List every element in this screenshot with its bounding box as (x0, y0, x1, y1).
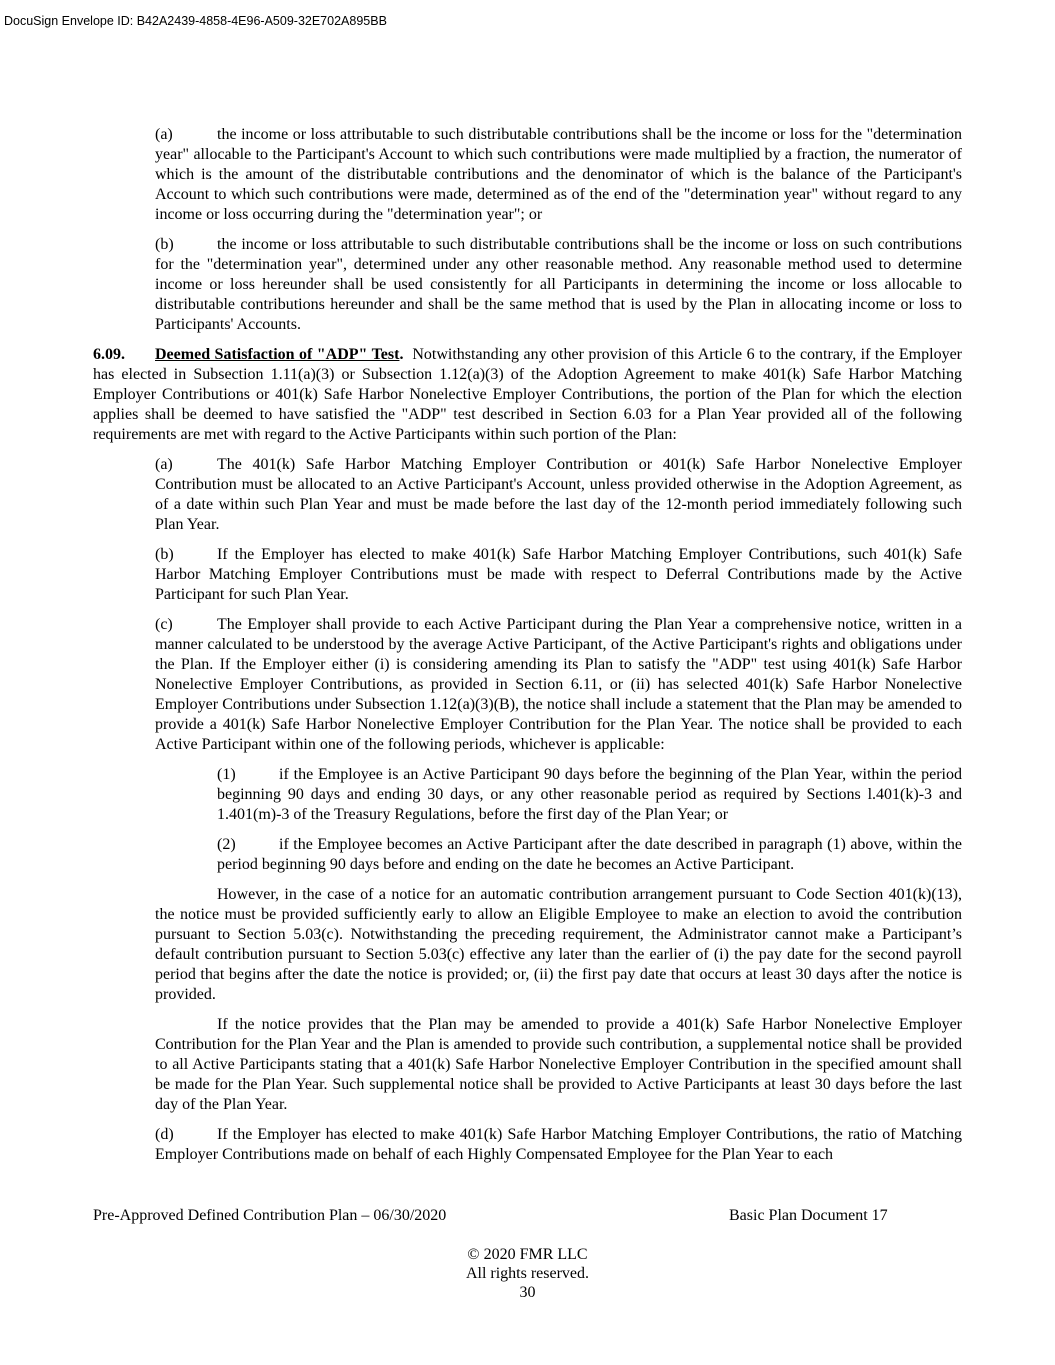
paragraph-a-allocation (93, 455, 962, 535)
paragraph-label: (a) (155, 126, 173, 143)
paragraph-b-matching (93, 545, 962, 605)
docusign-envelope-id: DocuSign Envelope ID: B42A2439-4858-4E96-A509-32E702A895BB (4, 14, 387, 28)
section-title: Deemed Satisfaction of "ADP" Test (155, 346, 400, 363)
paragraph-text: If the Employer has elected to make 401(k) Safe Harbor Matching Employer Contributions, the ratio of Matching Employer Contributions made on behalf of each Highly Compensated Employee for the Plan Year to each (155, 1126, 962, 1163)
paragraph-supplemental-notice: If the notice provides that the Plan may be amended to provide a 401(k) Safe Harbor Nonelective Employer Contribution for the Plan Year and the Plan is amended to provide such contribution, a supplemental notice shall be provided to all Active Participants stating that a 401(k) Safe Harbor Nonelective Employer Contribution in the specified amount shall be made for the Plan Year. Such supplemental notice shall be provided to Active Participants at least 30 days before the last day of the Plan Year. (155, 1016, 962, 1113)
section-text: Notwithstanding any other provision of this Article 6 to the contrary, if the Employer has elected in Subsection 1.11(a)(3) or Subsection 1.12(a)(3) of the Adoption Agreement to make 401(k) Safe Harbor Matching Employer Contributions or 401(k) Safe Harbor Nonelective Employer Contributions, the portion of the Plan for which the election applies shall be deemed to have satisfied the "ADP" test described in Section 6.03 for a Plan Year provided all of the following requirements are met with regard to the Active Participants within such portion of the Plan: (93, 346, 962, 443)
copyright-line: © 2020 FMR LLC (467, 1246, 588, 1263)
paragraph-however: However, in the case of a notice for an automatic contribution arrangement pursuant to Code Section 401(k)(13), the notice must be provided sufficiently early to allow an Eligible Employee to make an election to avoid the contribution pursuant to Section 5.03(c). Notwithstanding the preceding requirement, the Administrator cannot make a Participant’s default contribution pursuant to Section 5.03(c) effective any later than the earlier of (i) the pay date for the second payroll period that begins after the date the notice is provided; or, (ii) the first pay date that occurs at least 30 days after the notice is provided. (155, 886, 962, 1003)
subparagraph-1 (93, 765, 962, 825)
paragraph-text: the income or loss attributable to such distributable contributions shall be the income or loss on such contributions for the "determination year", determined under any other reasonable method. Any reasonable method used to determine income or loss hereunder shall be used consistently for all Participants in determining the income or loss allocable to distributable contributions hereunder and shall be the same method that is used by the Plan in allocating income or loss to Participants' Accounts. (155, 236, 962, 333)
paragraph-label: (c) (155, 616, 173, 633)
paragraph-c-notice (93, 615, 962, 755)
paragraph-text: the income or loss attributable to such distributable contributions shall be the income or loss for the "determination year" allocable to the Participant's Account to which such contributions were made multiplied by a fraction, the numerator of which is the amount of the distributable contributions and the denominator of which is the balance of the Participant's Account to which such contributions were made, determined as of the end of the "determination year" without regard to any income or loss occurring during the "determination year"; or (155, 126, 962, 223)
footer-plan-name: Pre-Approved Defined Contribution Plan – 06/30/2020 (93, 1207, 447, 1224)
paragraph-text: The 401(k) Safe Harbor Matching Employer Contribution or 401(k) Safe Harbor Nonelective Employer Contribution must be allocated to an Active Participant's Account, unless provided otherwise in the Adoption Agreement, as of a date within such Plan Year and must be made before the last day of the 12-month period immediately following such Plan Year. (155, 456, 962, 533)
paragraph-label: (2) (217, 836, 236, 853)
paragraph-text: The Employer shall provide to each Active Participant during the Plan Year a comprehensive notice, written in a manner calculated to be understood by the average Active Participant, of the Active Participant's rights and obligations under the Plan. If the Employer either (i) is considering amending its Plan to satisfy the "ADP" test using 401(k) Safe Harbor Nonelective Employer Contributions, as provided in Section 6.11, or (ii) has selected 401(k) Safe Harbor Nonelective Employer Contributions under Subsection 1.12(a)(3)(B), the notice shall include a statement that the Plan may be amended to provide a 401(k) Safe Harbor Nonelective Employer Contribution for the Plan Year. The notice shall be provided to each Active Participant within one of the following periods, whichever is applicable: (155, 616, 962, 753)
paragraph-label: (1) (217, 766, 236, 783)
footer-copyright-block (0, 1245, 1055, 1302)
page-number: 30 (519, 1284, 536, 1301)
footer-document-page: Basic Plan Document 17 (729, 1207, 888, 1224)
rights-line: All rights reserved. (465, 1265, 590, 1282)
paragraph-text: if the Employee is an Active Participant 90 days before the beginning of the Plan Year, within the period beginning 90 days and ending 30 days, or any other reasonable period as required by Sections l.401(k)-3 and 1.401(m)-3 of the Treasury Regulations, before the first day of the Plan Year; or (217, 766, 962, 823)
paragraph-b-income-loss (93, 235, 962, 335)
paragraph-label: (b) (155, 236, 174, 253)
paragraph-label: (a) (155, 456, 173, 473)
subparagraph-2 (93, 835, 962, 875)
paragraph-label: (d) (155, 1126, 174, 1143)
section-number: 6.09. (93, 346, 125, 363)
section-title-period: . (399, 346, 404, 363)
paragraph-label: (b) (155, 546, 174, 563)
paragraph-a-income-loss (93, 125, 962, 225)
section-6-09 (93, 345, 962, 445)
paragraph-d-ratio (93, 1125, 962, 1165)
paragraph-text: If the Employer has elected to make 401(k) Safe Harbor Matching Employer Contributions, such 401(k) Safe Harbor Matching Employer Contributions must be made with respect to Deferral Contributions made by the Active Participant for such Plan Year. (155, 546, 962, 603)
document-body (93, 125, 962, 1175)
paragraph-text: if the Employee becomes an Active Participant after the date described in paragraph (1) above, within the period beginning 90 days before and ending on the date he becomes an Active Participant. (217, 836, 962, 873)
